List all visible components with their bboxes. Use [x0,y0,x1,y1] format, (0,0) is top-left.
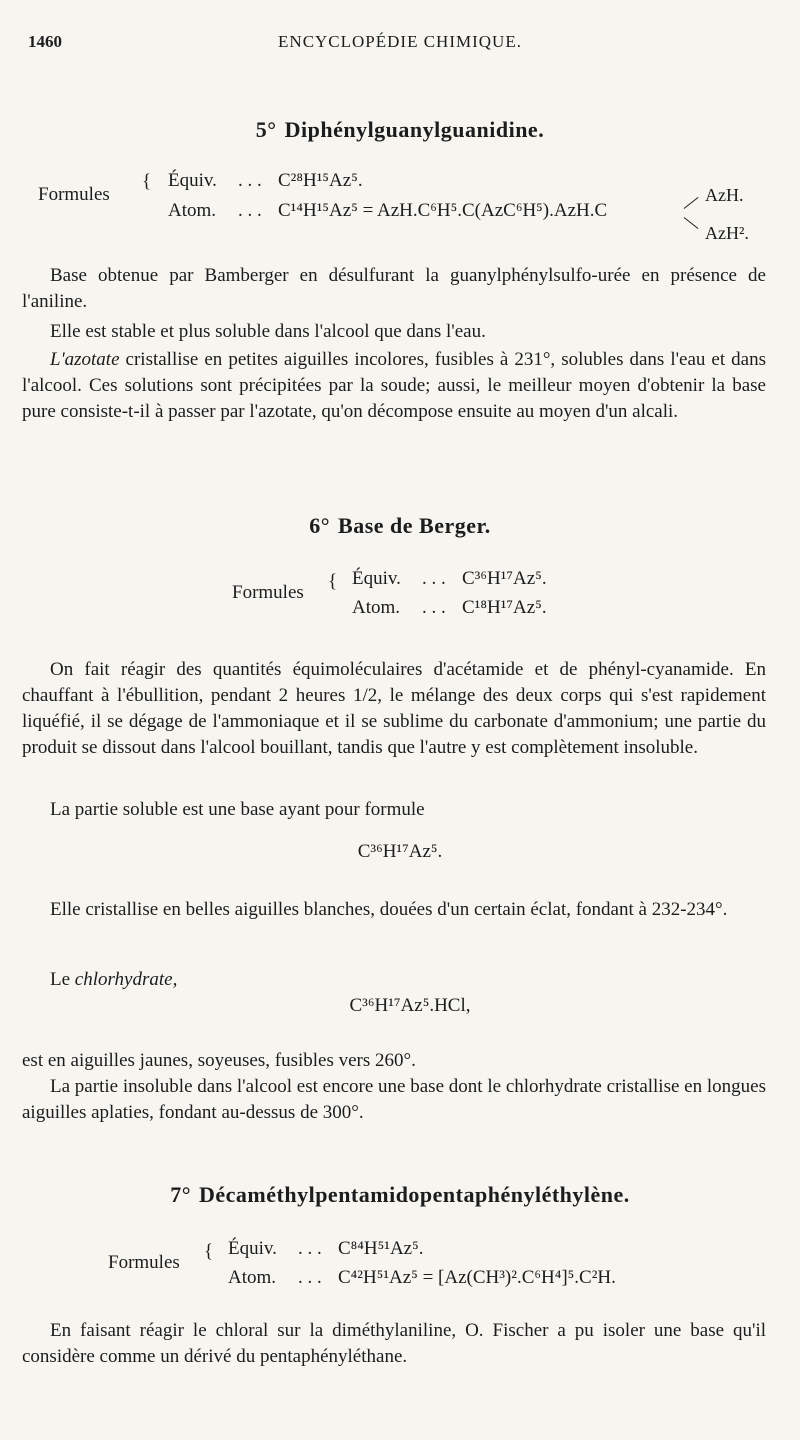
dots: . . . [238,200,262,221]
formulas-label: Formules [38,184,110,205]
dots: . . . [298,1238,322,1259]
paragraph: Base obtenue par Bamberger en désulfurant la guanylphénylsulfo-urée en présence de l'aniline. [22,265,766,312]
section-heading: Décaméthylpentamidopentaphényléthylène. [199,1182,630,1207]
section-number: 7° [170,1182,192,1207]
atom-row [168,200,607,222]
section-number: 6° [309,513,331,538]
section-heading: Base de Berger. [338,513,491,538]
equiv-row [168,170,363,192]
formulas-label: Formules [232,582,304,603]
paragraph: En faisant réagir le chloral sur la diméthylaniline, O. Fischer a pu isoler une base qu'il considère comme un dérivé du pentaphényléthane. [22,1320,766,1367]
atom-label: Atom. [168,200,217,221]
atom-row [352,597,547,619]
section-6-title [0,513,800,539]
atom-label: Atom. [352,597,401,618]
atom-label: Atom. [228,1267,277,1288]
centered-formula: C³⁶H¹⁷Az⁵. [357,841,443,862]
equiv-formula: C⁸⁴H⁵¹Az⁵. [338,1238,424,1259]
paragraph: est en aiguilles jaunes, soyeuses, fusibles vers 260°. [22,1050,416,1071]
paragraph: Elle cristallise en belles aiguilles blanches, douées d'un certain éclat, fondant à 232-234°. [50,899,728,920]
section-number: 5° [255,117,277,142]
paragraph-text: cristallise en petites aiguilles incolores, fusibles à 231°, solubles dans l'eau et dans l'alcool. Ces solutions sont précipitées par la soude; aussi, le meilleur moyen d'obtenir la base pure consiste-t-il à passer par l'azotate, qu'on décompose ensuite au moyen d'un alcali. [22,349,766,422]
brace-icon: { [204,1241,214,1262]
equiv-formula: C³⁶H¹⁷Az⁵. [462,568,547,589]
formula-block-7 [0,1235,800,1295]
equiv-label: Équiv. [228,1238,277,1259]
section-5-title [0,117,800,143]
paragraph-text: Le [50,969,75,990]
italic-term: L'azotate [50,349,120,370]
section-7-title [0,1182,800,1208]
dots: . . . [298,1267,322,1288]
equiv-label: Équiv. [352,568,401,589]
equiv-label: Équiv. [168,170,217,191]
atom-formula: C⁴²H⁵¹Az⁵ = [Az(CH³)².C⁶H⁴]⁵.C²H. [338,1267,616,1288]
brace-icon: { [142,171,152,192]
branch-top: AzH. [705,185,744,205]
equiv-row [352,568,547,590]
formula-block-6 [0,565,800,625]
centered-formula: C³⁶H¹⁷Az⁵.HCl, [349,995,471,1016]
equiv-formula: C²⁸H¹⁵Az⁵. [278,170,363,191]
section-heading: Diphénylguanylguanidine. [284,117,545,142]
bond-line-down [684,217,699,229]
atom-formula: C¹⁸H¹⁷Az⁵. [462,597,547,618]
equiv-row [228,1238,424,1260]
formula-block-5 [0,165,800,260]
dots: . . . [422,597,446,618]
bond-line-up [684,197,699,209]
paragraph [22,347,766,425]
branch-bottom: AzH². [705,223,749,243]
atom-row [228,1267,616,1289]
paragraph: La partie soluble est une base ayant pour formule [50,799,425,820]
atom-formula: C¹⁴H¹⁵Az⁵ = AzH.C⁶H⁵.C(AzC⁶H⁵).AzH.C [278,200,608,221]
page-number: 1460 [28,32,62,51]
running-head [28,32,772,58]
paragraph [22,967,766,993]
brace-icon: { [328,571,338,592]
formulas-label: Formules [108,1252,180,1273]
paragraph: Elle est stable et plus soluble dans l'alcool que dans l'eau. [50,321,486,342]
italic-term: chlorhydrate, [74,969,178,990]
running-title: ENCYCLOPÉDIE CHIMIQUE. [278,32,522,51]
dots: . . . [238,170,262,191]
dots: . . . [422,568,446,589]
paragraph: On fait réagir des quantités équimoléculaires d'acétamide et de phényl-cyanamide. En chauffant à l'ébullition, pendant 2 heures 1/2, le mélange des deux corps qui s'est rapidement liquéfié, il se dégage de l'ammoniaque et il se sublime du carbonate d'ammonium; une partie du produit se dissout dans l'alcool bouillant, tandis que l'autre y est complètement insoluble. [22,659,766,758]
paragraph: La partie insoluble dans l'alcool est encore une base dont le chlorhydrate cristallise en longues aiguilles aplaties, fondant au-dessus de 300°. [22,1076,766,1123]
